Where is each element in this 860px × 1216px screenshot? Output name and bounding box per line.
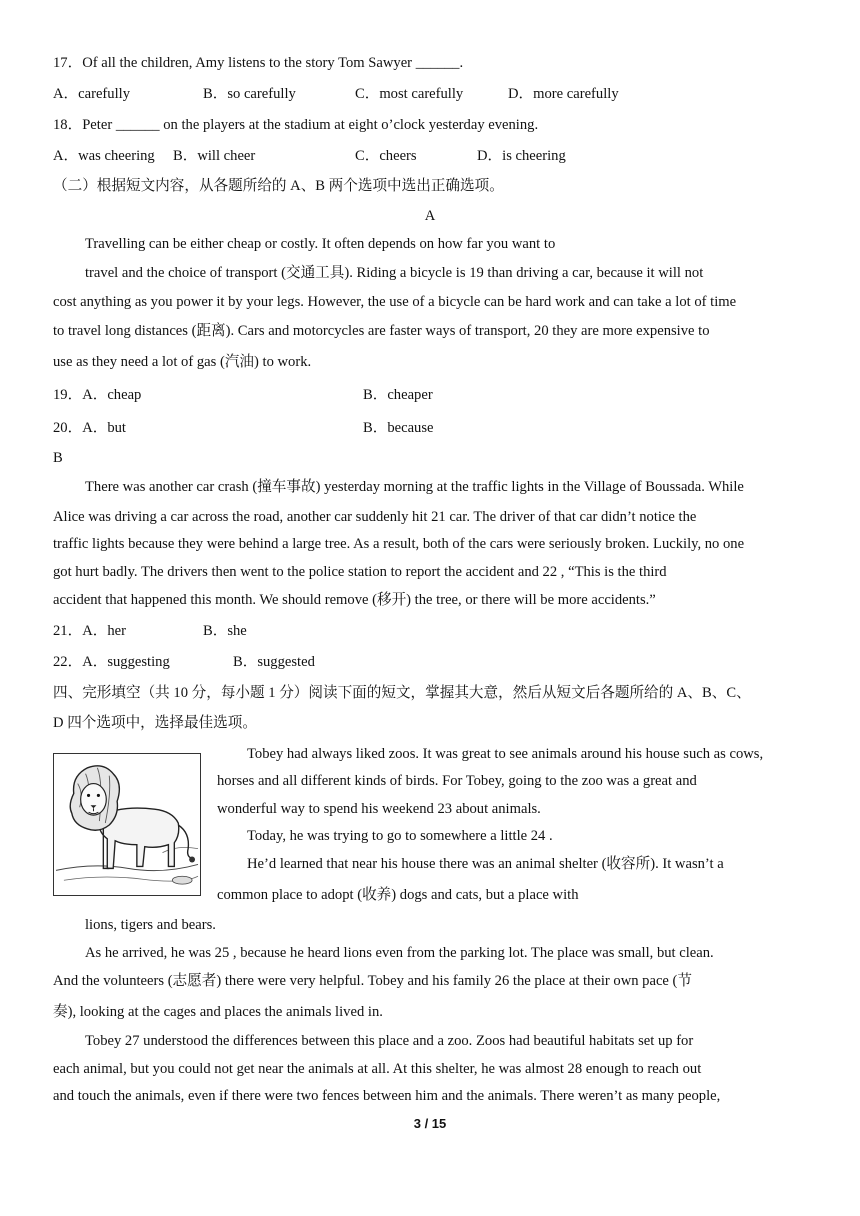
section-4-instruction-line-1: 四、完形填空（共 10 分，每小题 1 分）阅读下面的短文，掌握其大意，然后从短文后各题所给的 A、B、C、: [53, 685, 751, 701]
question-18-option-b: B．will cheer: [173, 148, 256, 164]
passage-b-line: Alice was driving a car across the road, another car suddenly hit 21 car. The driver of that car didn’t notice the: [53, 509, 697, 525]
passage-b-line: accident that happened this month. We should remove (移开) the tree, or there will be more accidents.”: [53, 592, 656, 608]
question-19-option-b: B．cheaper: [363, 387, 433, 403]
passage-b-label: B: [53, 450, 63, 466]
question-18-option-a: A．was cheering: [53, 148, 155, 164]
cloze-line: each animal, but you could not get near the animals at all. At this shelter, he was almost 28 enough to reach out: [53, 1061, 702, 1077]
cloze-line: 奏), looking at the cages and places the animals lived in.: [53, 1004, 383, 1020]
question-22-option-b: B．suggested: [233, 654, 315, 670]
question-22-option-a: 22．A．suggesting: [53, 654, 170, 670]
passage-a-line: travel and the choice of transport (交通工具). Riding a bicycle is 19 than driving a car, because it will not: [85, 265, 704, 281]
passage-a-line: cost anything as you power it by your legs. However, the use of a bicycle can be hard work and can take a lot of time: [53, 294, 737, 310]
question-20-option-a: 20．A．but: [53, 420, 126, 436]
cloze-line: And the volunteers (志愿者) there were very helpful. Tobey and his family 26 the place at their own pace (节: [53, 973, 693, 989]
cloze-line: common place to adopt (收养) dogs and cats, but a place with: [217, 887, 579, 903]
question-17-stem: 17．Of all the children, Amy listens to the story Tom Sawyer ______.: [53, 55, 464, 71]
cloze-line: Tobey 27 understood the differences between this place and a zoo. Zoos had beautiful habitats set up for: [85, 1033, 694, 1049]
passage-b-line: There was another car crash (撞车事故) yesterday morning at the traffic lights in the Village of Boussada. While: [85, 479, 744, 495]
passage-a-line: use as they need a lot of gas (汽油) to work.: [53, 354, 312, 370]
question-18-stem: 18．Peter ______ on the players at the stadium at eight o’clock yesterday evening.: [53, 117, 539, 133]
lion-illustration: [53, 753, 201, 896]
lion-icon: [54, 754, 200, 895]
cloze-line: wonderful way to spend his weekend 23 about animals.: [217, 801, 541, 817]
question-19-option-a: 19．A．cheap: [53, 387, 142, 403]
question-17-option-d: D．more carefully: [508, 86, 619, 102]
cloze-line: and touch the animals, even if there were two fences between him and the animals. There weren’t as many people,: [53, 1088, 721, 1104]
question-21-option-a: 21．A．her: [53, 623, 126, 639]
page-number: 3 / 15: [413, 1116, 447, 1131]
cloze-line: Tobey had always liked zoos. It was great to see animals around his house such as cows,: [247, 746, 764, 762]
cloze-line: lions, tigers and bears.: [85, 917, 216, 933]
passage-b-line: got hurt badly. The drivers then went to the police station to report the accident and 22 , “This is the third: [53, 564, 667, 580]
question-17-option-b: B．so carefully: [203, 86, 296, 102]
passage-a-label: A: [424, 208, 436, 224]
cloze-line: As he arrived, he was 25 , because he heard lions even from the parking lot. The place was small, but clean.: [85, 945, 714, 961]
section-2-instruction: （二）根据短文内容，从各题所给的 A、B 两个选项中选出正确选项。: [53, 178, 504, 194]
passage-a-line: to travel long distances (距离). Cars and motorcycles are faster ways of transport, 20 they are more expensive to: [53, 323, 710, 339]
cloze-line: horses and all different kinds of birds. For Tobey, going to the zoo was a great and: [217, 773, 697, 789]
question-17-option-c: C．most carefully: [355, 86, 464, 102]
question-18-option-c: C．cheers: [355, 148, 417, 164]
question-18-option-d: D．is cheering: [477, 148, 566, 164]
section-4-instruction-line-2: D 四个选项中，选择最佳选项。: [53, 715, 257, 731]
question-20-option-b: B．because: [363, 420, 434, 436]
question-17-option-a: A．carefully: [53, 86, 130, 102]
cloze-line: He’d learned that near his house there was an animal shelter (收容所). It wasn’t a: [247, 856, 724, 872]
question-21-option-b: B．she: [203, 623, 247, 639]
passage-b-line: traffic lights because they were behind a large tree. As a result, both of the cars were seriously broken. Luckily, no one: [53, 536, 745, 552]
passage-a-line: Travelling can be either cheap or costly. It often depends on how far you want to: [85, 236, 556, 252]
cloze-line: Today, he was trying to go to somewhere a little 24 .: [247, 828, 553, 844]
